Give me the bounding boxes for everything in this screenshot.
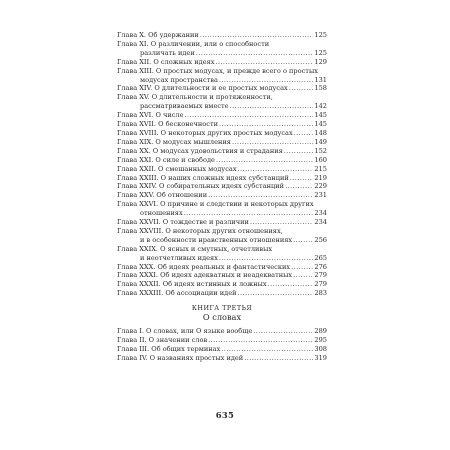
dot-leader <box>215 58 313 67</box>
dot-leader <box>294 129 314 138</box>
toc-entry-title: Глава XXII. О смешанных модусах <box>117 164 237 173</box>
toc-entry-row <box>117 263 327 272</box>
toc-entry-title: Глава XXV. Об отношении <box>117 191 208 200</box>
dot-leader <box>208 336 313 345</box>
toc-entry <box>117 138 327 147</box>
toc-entry-title: Глава I. О словах, или О языке вообще <box>117 327 253 336</box>
book-label: КНИГА ТРЕТЬЯ <box>191 304 253 313</box>
toc-entry-page: 158 <box>314 84 327 93</box>
toc-entry-page: 149 <box>314 137 327 146</box>
toc-entry-row <box>117 129 327 138</box>
dot-leader <box>208 191 313 200</box>
toc-entry-title: Глава XXI. О силе и свободе <box>117 155 215 164</box>
toc-entry-page: 276 <box>314 262 327 271</box>
toc-entry-title: Глава XXVIII. О некоторых других отношениях, <box>117 226 283 235</box>
dot-leader <box>184 209 314 218</box>
toc-entry <box>117 200 327 218</box>
toc-entry-title: Глава XXXII. Об идеях истинных и ложных <box>117 280 267 289</box>
toc-entry-title: Глава XIV. О длительности и ее простых модусах <box>117 84 288 93</box>
toc-entry <box>117 93 327 111</box>
toc-entry-title: Глава XX. О модусах удовольствия и страдания <box>117 146 283 155</box>
toc-entry-page: 319 <box>314 353 327 362</box>
dot-leader <box>219 76 313 85</box>
toc-entry <box>117 174 327 183</box>
toc-entry-page: 295 <box>314 336 327 345</box>
dot-leader <box>216 156 313 165</box>
toc-entry <box>117 280 327 289</box>
dot-leader <box>200 31 314 40</box>
toc-entry-page: 265 <box>314 253 327 262</box>
toc-entry-title: Глава XIX. О модусах мышления <box>117 137 231 146</box>
dot-leader <box>221 345 313 354</box>
toc-entry <box>117 327 327 336</box>
toc-entry-page: 219 <box>314 173 327 182</box>
table-of-contents <box>117 31 327 363</box>
toc-entry-title: Глава XXIII. О наших сложных идеях субстанций <box>117 173 289 182</box>
toc-entry-row <box>117 31 327 40</box>
dot-leader <box>238 165 314 174</box>
toc-entry-row <box>117 49 327 58</box>
toc-entry-title: Глава III. Об общих терминах <box>117 345 221 353</box>
toc-entry-page: 125 <box>314 31 327 39</box>
toc-entry-page: 131 <box>314 75 327 84</box>
toc-entry <box>117 354 327 363</box>
dot-leader <box>290 174 314 183</box>
toc-entry-title: Глава XVII. О бесконечности <box>117 120 218 129</box>
toc-entry-row <box>117 147 327 156</box>
toc-entry-title: и в особенности нравственных отношениях <box>140 235 293 244</box>
toc-part-2 <box>117 327 327 363</box>
toc-part-1 <box>117 31 327 298</box>
toc-entry-row <box>117 289 327 298</box>
toc-entry-page: 145 <box>314 111 327 120</box>
toc-entry-row <box>117 58 327 67</box>
toc-entry-row <box>117 84 327 93</box>
dot-leader <box>289 84 314 93</box>
toc-entry-row <box>117 102 327 111</box>
toc-entry-page: 125 <box>314 48 327 57</box>
toc-entry <box>117 111 327 120</box>
toc-entry-page: 234 <box>314 218 327 227</box>
toc-entry-page: 234 <box>314 209 327 218</box>
toc-entry-page: 279 <box>314 280 327 289</box>
toc-entry-title: Глава XVI. О числе <box>117 111 184 120</box>
dot-leader <box>232 138 313 147</box>
toc-entry-page: 283 <box>314 289 327 298</box>
toc-entry-page: 152 <box>314 146 327 155</box>
toc-entry-title: Глава IV. О названиях простых идей <box>117 353 244 362</box>
dot-leader <box>268 280 314 289</box>
toc-entry <box>117 227 327 245</box>
toc-entry-title: Глава X. Об удержании <box>117 31 199 39</box>
toc-entry <box>117 263 327 272</box>
toc-entry-title: Глава XIII. О простых модусах, и прежде всего о простых <box>117 66 318 75</box>
book-title: О словах <box>202 312 242 323</box>
toc-entry-page: 148 <box>314 128 327 137</box>
toc-entry-page: 145 <box>314 120 327 129</box>
toc-entry-title: Глава XXXIII. Об ассоциации идей <box>117 289 237 298</box>
dot-leader <box>284 147 314 156</box>
toc-entry-title: и неотчетливых идеях <box>140 253 218 262</box>
toc-entry-row <box>117 138 327 147</box>
toc-entry <box>117 156 327 165</box>
toc-entry <box>117 271 327 280</box>
toc-entry <box>117 182 327 191</box>
dot-leader <box>253 327 313 336</box>
toc-entry <box>117 40 327 58</box>
toc-entry <box>117 218 327 227</box>
toc-entry-title: Глава II. О значении слов <box>117 336 208 345</box>
dot-leader <box>238 289 314 298</box>
toc-entry <box>117 345 327 354</box>
toc-entry-title: Глава XXIV. О собирательных идеях субстанций <box>117 182 285 191</box>
toc-entry <box>117 336 327 345</box>
toc-entry-page: 231 <box>314 191 327 200</box>
dot-leader <box>185 111 314 120</box>
toc-entry-title: модусах пространства <box>140 75 218 84</box>
toc-entry-title: Глава XXXI. Об идеях адекватных и неадекватных <box>117 271 293 280</box>
toc-entry-title: Глава XII. О сложных идеях <box>117 57 215 66</box>
toc-entry-row <box>117 191 327 200</box>
dot-leader <box>219 120 313 129</box>
dot-leader <box>250 218 313 227</box>
toc-entry-row <box>117 345 327 354</box>
toc-entry-page: 256 <box>314 235 327 244</box>
toc-entry-row <box>117 111 327 120</box>
toc-entry-row <box>117 354 327 363</box>
toc-entry-page: 308 <box>314 345 327 353</box>
toc-entry-title: Глава XXVII. О тождестве и различии <box>117 218 249 227</box>
toc-entry <box>117 191 327 200</box>
toc-entry-page: 229 <box>314 182 327 191</box>
toc-entry-page: 129 <box>314 57 327 66</box>
toc-entry <box>117 147 327 156</box>
toc-entry-title: Глава XI. О различении, или о способности <box>117 39 270 48</box>
toc-entry <box>117 31 327 40</box>
toc-entry-row <box>117 271 327 280</box>
dot-leader <box>293 236 313 245</box>
toc-entry <box>117 120 327 129</box>
toc-entry-row <box>117 236 327 245</box>
toc-entry-title: отношениях <box>140 209 183 218</box>
toc-entry-row <box>117 254 327 263</box>
dot-leader <box>230 102 314 111</box>
toc-entry-title: Глава XXIX. О ясных и смутных, отчетливых <box>117 244 273 253</box>
toc-entry <box>117 129 327 138</box>
toc-entry-page: 160 <box>314 155 327 164</box>
toc-entry-row <box>117 218 327 227</box>
toc-entry-row <box>117 182 327 191</box>
dot-leader <box>293 271 313 280</box>
toc-entry <box>117 58 327 67</box>
toc-entry-row <box>117 76 327 85</box>
toc-entry-row <box>117 120 327 129</box>
dot-leader <box>291 263 313 272</box>
toc-entry-row <box>117 280 327 289</box>
toc-entry-page: 289 <box>314 327 327 336</box>
toc-entry <box>117 165 327 174</box>
toc-entry-title: Глава XXX. Об идеях реальных и фантастических <box>117 262 291 271</box>
toc-entry <box>117 289 327 298</box>
toc-entry-row <box>117 165 327 174</box>
toc-entry-row <box>117 174 327 183</box>
page-number: 635 <box>215 410 235 420</box>
toc-entry-row <box>117 336 327 345</box>
toc-entry-title: различать идеи <box>140 48 195 57</box>
dot-leader <box>244 354 313 363</box>
toc-entry-page: 215 <box>314 164 327 173</box>
toc-entry-row <box>117 156 327 165</box>
dot-leader <box>285 182 313 191</box>
toc-entry-title: Глава XXVI. О причине и следствии и некоторых других <box>117 200 314 209</box>
dot-leader <box>196 49 314 58</box>
toc-entry-row <box>117 327 327 336</box>
toc-entry-title: Глава XV. О длительности и протяженности, <box>117 93 273 102</box>
toc-entry-title: рассматриваемых вместе <box>140 102 229 111</box>
toc-entry-row <box>117 209 327 218</box>
toc-entry-page: 142 <box>314 102 327 111</box>
toc-entry-title: Глава XVIII. О некоторых других простых модусах <box>117 128 293 137</box>
dot-leader <box>219 254 313 263</box>
book-heading <box>117 304 327 322</box>
toc-entry <box>117 84 327 93</box>
toc-entry-page: 279 <box>314 271 327 280</box>
toc-entry <box>117 67 327 85</box>
toc-entry <box>117 245 327 263</box>
